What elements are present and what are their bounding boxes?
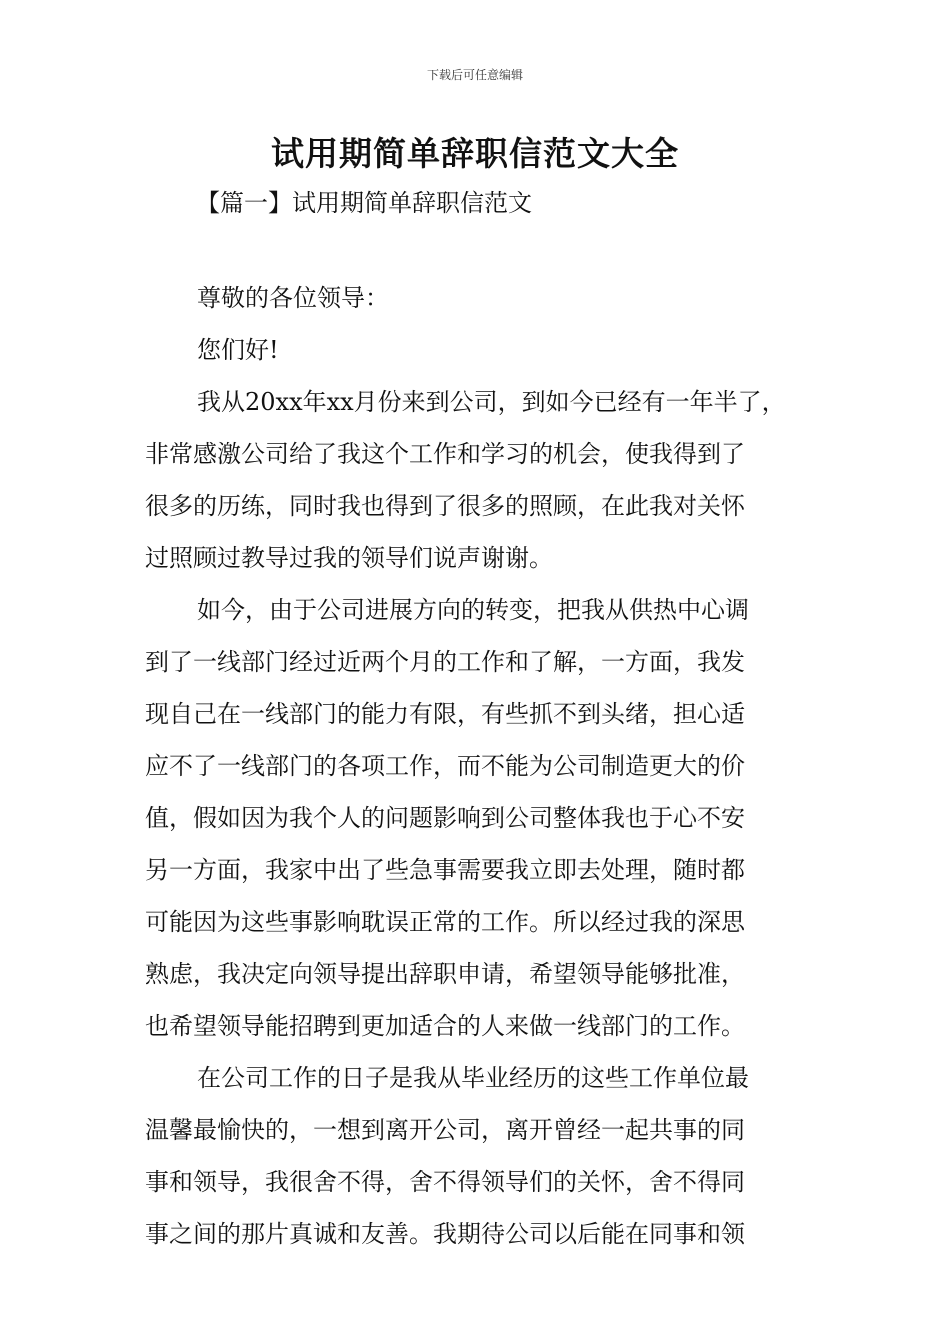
paragraph-1-line-3: 很多的历练，同时我也得到了很多的照顾，在此我对关怀: [145, 492, 745, 520]
paragraph-3-line-2: 温馨最愉快的，一想到离开公司，离开曾经一起共事的同: [145, 1116, 745, 1144]
paragraph-2-line-2: 到了一线部门经过近两个月的工作和了解，一方面，我发: [145, 648, 745, 676]
paragraph-2-line-5: 值，假如因为我个人的问题影响到公司整体我也于心不安: [145, 804, 745, 832]
letter-body: [145, 272, 825, 1260]
document-title: 试用期简单辞职信范文大全: [271, 134, 679, 173]
paragraph-2-line-8: 熟虑，我决定向领导提出辞职申请，希望领导能够批准，: [145, 960, 745, 988]
salutation: 尊敬的各位领导：: [197, 284, 389, 312]
download-note: 下载后可任意编辑: [426, 68, 523, 82]
paragraph-2-line-6: 另一方面，我家中出了些急事需要我立即去处理，随时都: [145, 856, 745, 884]
paragraph-2-line-1: 如今，由于公司进展方向的转变，把我从供热中心调: [197, 596, 749, 624]
paragraph-3-line-3: 事和领导，我很舍不得，舍不得领导们的关怀，舍不得同: [145, 1168, 745, 1196]
paragraph-1-line-2: 非常感激公司给了我这个工作和学习的机会，使我得到了: [145, 440, 745, 468]
section-heading: 【篇一】试用期简单辞职信范文: [196, 189, 532, 217]
paragraph-2-line-9: 也希望领导能招聘到更加适合的人来做一线部门的工作。: [145, 1012, 745, 1040]
paragraph-3-line-1: 在公司工作的日子是我从毕业经历的这些工作单位最: [197, 1064, 749, 1092]
paragraph-2-line-4: 应不了一线部门的各项工作，而不能为公司制造更大的价: [145, 752, 745, 780]
paragraph-1-line-4: 过照顾过教导过我的领导们说声谢谢。: [145, 544, 553, 572]
paragraph-1-line-1: 我从20xx年xx月份来到公司，到如今已经有一年半了，: [197, 388, 786, 416]
paragraph-2-line-3: 现自己在一线部门的能力有限，有些抓不到头绪，担心适: [145, 700, 745, 728]
paragraph-2-line-7: 可能因为这些事影响耽误正常的工作。所以经过我的深思: [145, 908, 745, 936]
paragraph-3-line-4: 事之间的那片真诚和友善。我期待公司以后能在同事和领: [145, 1220, 745, 1248]
greeting: 您们好!: [197, 336, 279, 364]
